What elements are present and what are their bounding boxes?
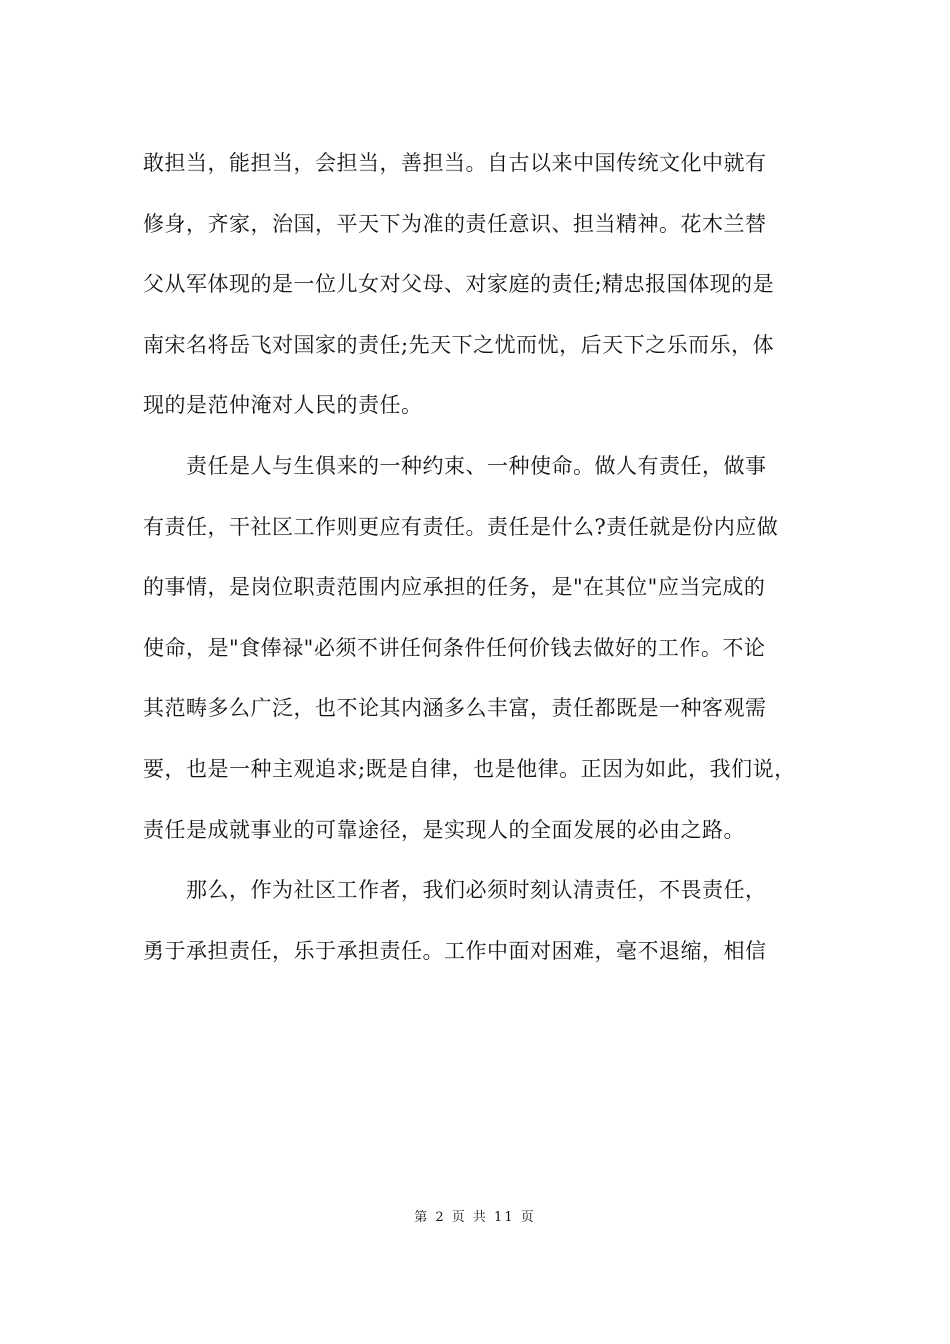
text-line: 其范畴多么广泛，也不论其内涵多么丰富，责任都既是一种客观需 <box>143 696 767 721</box>
text-line: 那么，作为社区工作者，我们必须时刻认清责任，不畏责任， <box>143 878 767 903</box>
text-line: 现的是范仲淹对人民的责任。 <box>143 393 423 418</box>
text-line: 敢担当，能担当，会担当，善担当。自古以来中国传统文化中就有 <box>143 151 767 175</box>
page-number-footer: 第 2 页 共 11 页 <box>414 1210 536 1225</box>
text-line: 南宋名将岳飞对国家的责任;先天下之忧而忧，后天下之乐而乐，体 <box>143 332 775 357</box>
text-line: 勇于承担责任，乐于承担责任。工作中面对困难，毫不退缩，相信 <box>143 938 767 963</box>
body-text <box>143 133 813 981</box>
text-line: 责任是人与生俱来的一种约束、一种使命。做人有责任，做事 <box>143 453 767 478</box>
text-line: 使命，是"食俸禄"必须不讲任何条件任何价钱去做好的工作。不论 <box>143 635 766 660</box>
text-line: 要，也是一种主观追求;既是自律，也是他律。正因为如此，我们说， <box>143 756 796 781</box>
text-line: 责任是成就事业的可靠途径，是实现人的全面发展的必由之路。 <box>143 817 745 842</box>
text-line: 修身，齐家，治国，平天下为准的责任意识、担当精神。花木兰替 <box>143 211 767 236</box>
text-line: 父从军体现的是一位儿女对父母、对家庭的责任;精忠报国体现的是 <box>143 272 775 297</box>
text-line: 有责任，干社区工作则更应有责任。责任是什么?责任就是份内应做 <box>143 514 779 539</box>
text-line: 的事情，是岗位职责范围内应承担的任务，是"在其位"应当完成的 <box>143 575 766 600</box>
